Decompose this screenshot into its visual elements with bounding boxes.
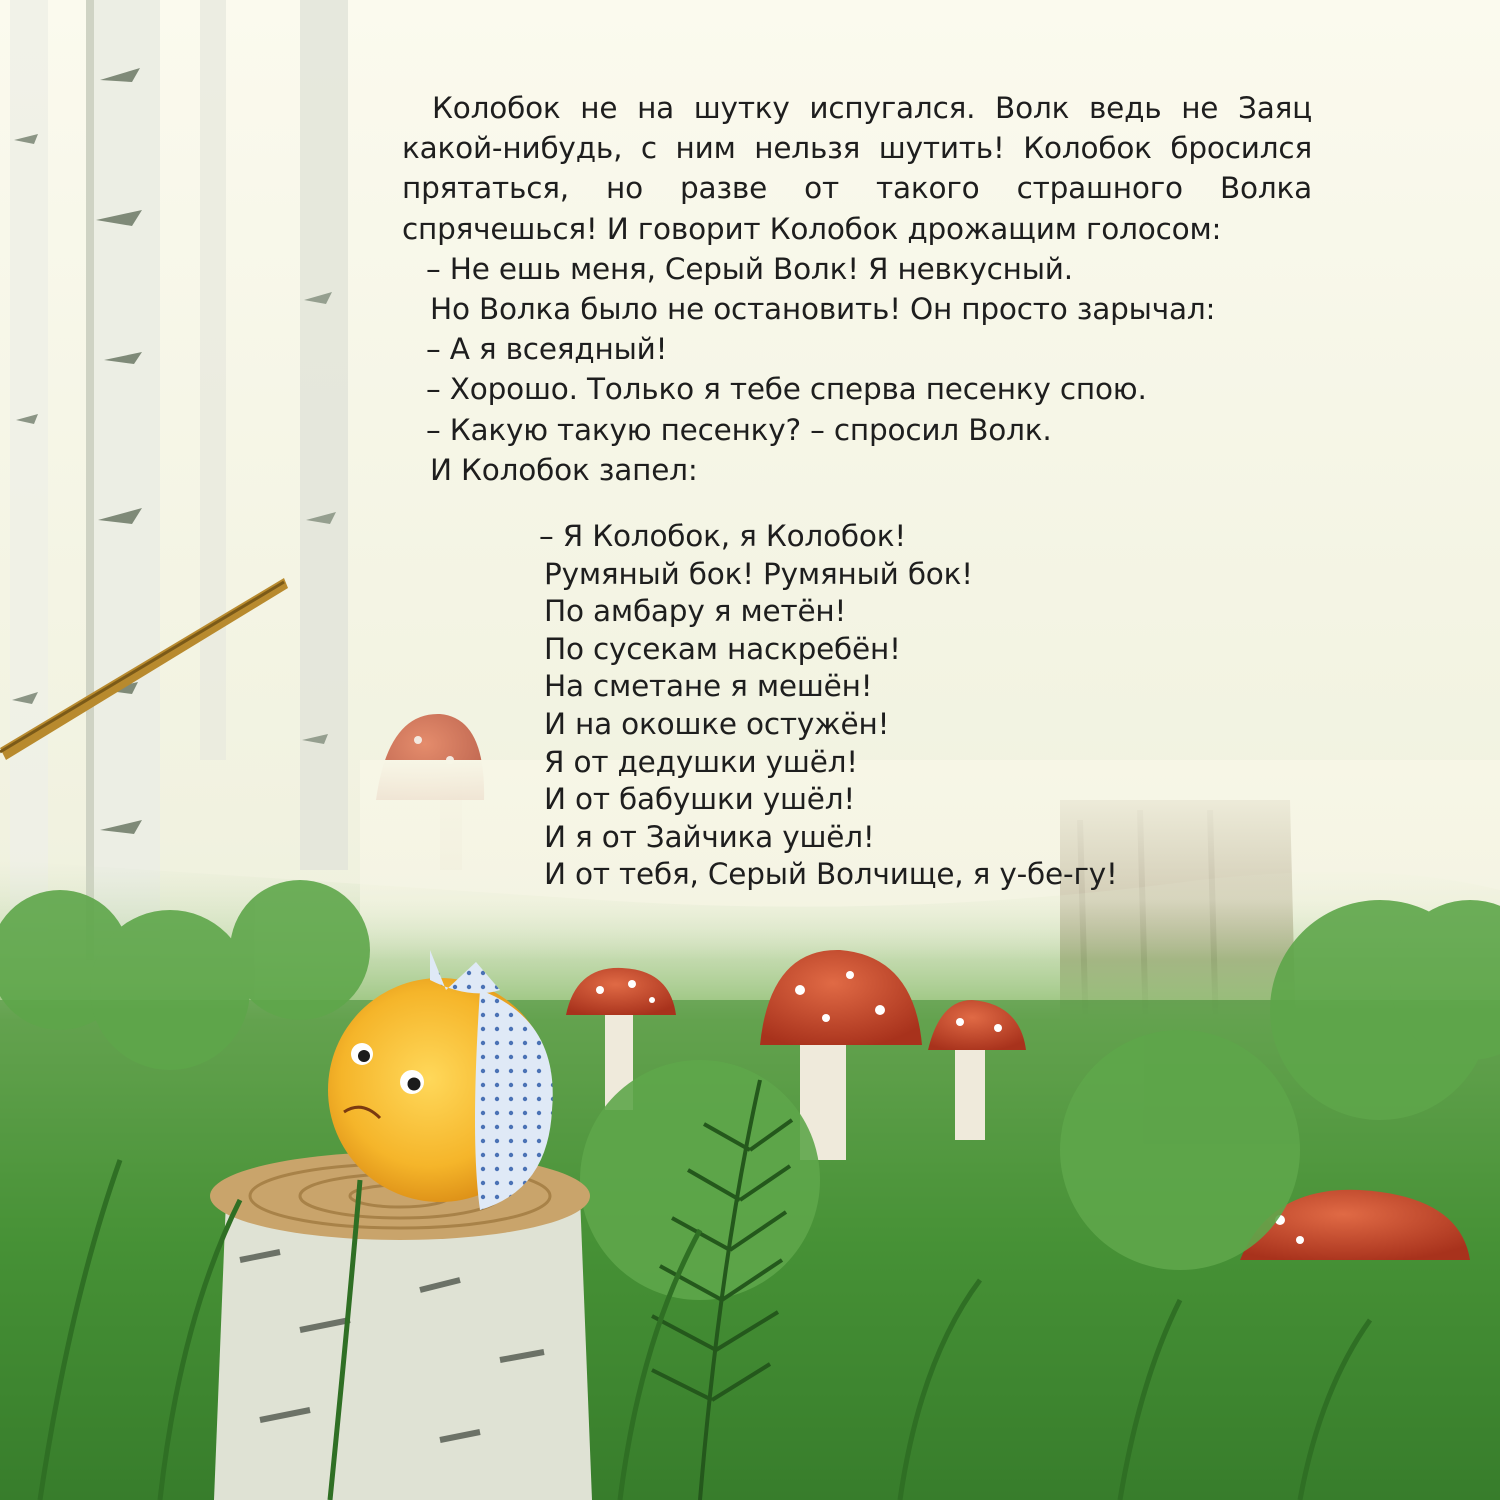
song-line: По амбару я метён!: [544, 594, 847, 629]
song-line: Румяный бок! Румяный бок!: [544, 556, 973, 591]
song-line: – Я Колобок, я Колобок!: [539, 519, 907, 553]
song-line: Я от дедушки ушёл!: [544, 744, 858, 779]
dialogue-line: – Хорошо. Только я тебе сперва песенку спою.: [426, 372, 1147, 407]
song-line: И от бабушки ушёл!: [544, 782, 856, 817]
tree-stump-icon: [210, 1152, 592, 1500]
song-line: И я от Зайчика ушёл!: [544, 819, 875, 854]
dialogue-line: – А я всеядный!: [426, 332, 668, 367]
birch-tree-icon: [300, 0, 348, 870]
song-line: И от тебя, Серый Волчище, я у-бе-гу!: [544, 857, 1118, 892]
dialogue-line: – Какую такую песенку? – спросил Волк.: [426, 412, 1052, 447]
dialogue-line: – Не ешь меня, Серый Волк! Я невкусный.: [426, 251, 1073, 286]
song-line: И на окошке остужён!: [544, 706, 890, 741]
song-line: По сусекам наскребён!: [544, 631, 901, 666]
narration-line: Но Волка было не остановить! Он просто зарычал:: [430, 292, 1216, 327]
narration-line: И Колобок запел:: [430, 452, 698, 487]
song-line: На сметане я мешён!: [544, 669, 873, 704]
story-text: [402, 88, 1312, 490]
song-verse: [539, 518, 1118, 894]
story-paragraph: Колобок не на шутку испугался. Волк ведь не Заяц какой-нибудь, с ним нельзя шутить! Колобок бросился прятаться, но разве от такого страшного Волка спрячешься! И говорит Колобок дрожащим голосом:: [402, 91, 1312, 246]
